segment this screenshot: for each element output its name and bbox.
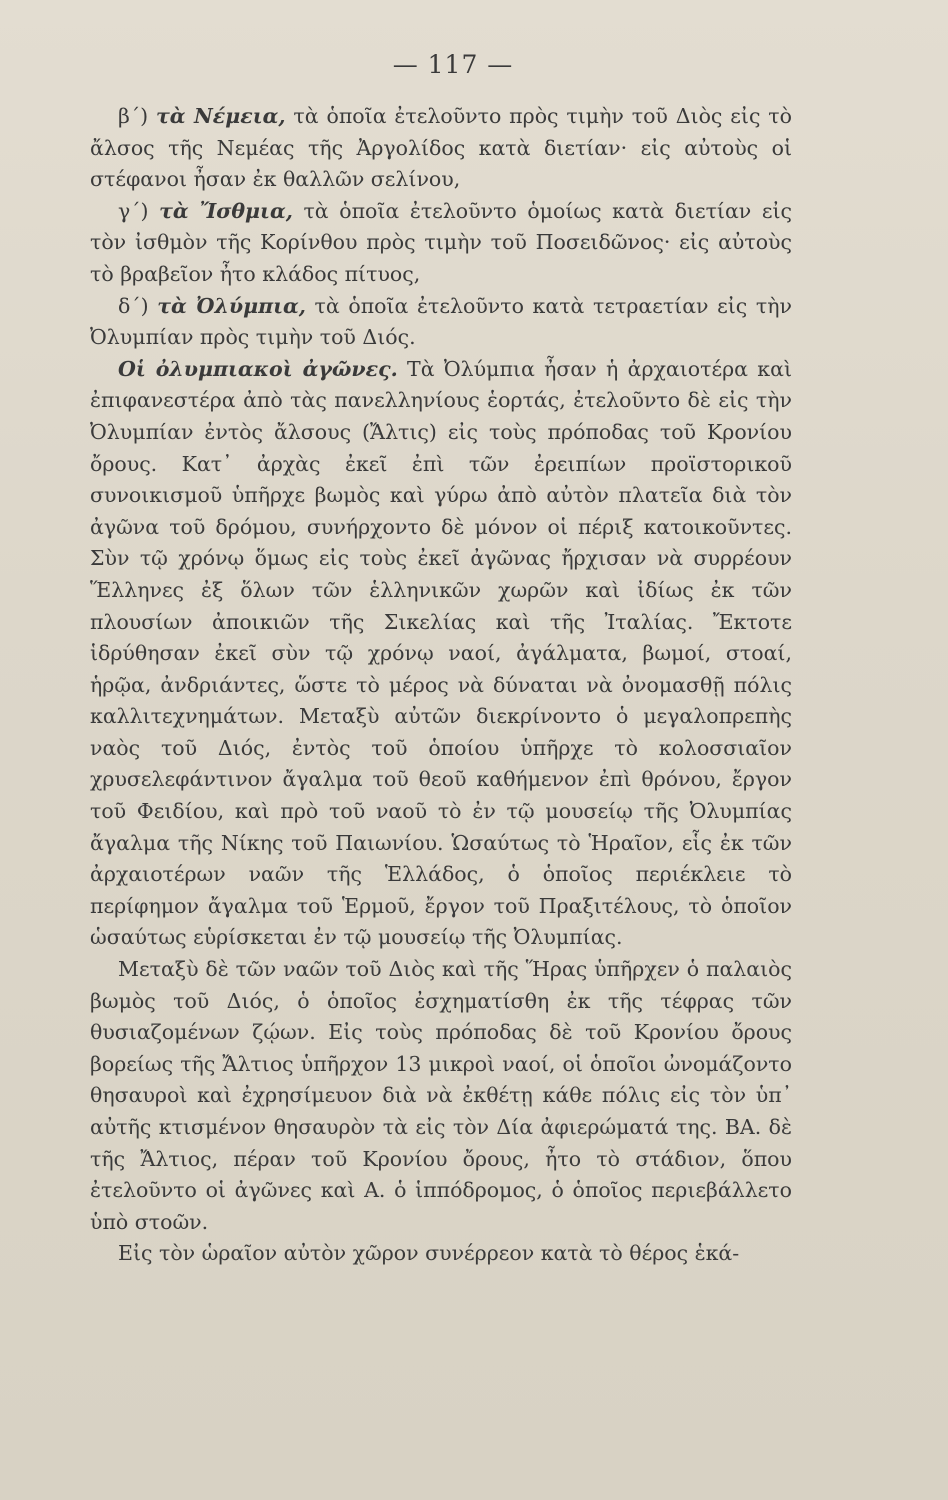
paragraph-text: Τὰ Ὀλύμπια ἦσαν ἡ ἀρχαιοτέρα καὶ ἐπιφανεστέρα ἀπὸ τὰς πανελληνίους ἑορτάς, ἐτελοῦντο δὲ εἰς τὴν Ὀλυμπίαν ἐντὸς ἄλσους (Ἄλτις) εἰς τοὺς πρόποδας τοῦ Κρονίου ὄρους. Κατ᾿ ἀρχὰς ἐκεῖ ἐπὶ τῶν ἐρειπίων προϊστορικοῦ συνοικισμοῦ ὑπῆρχε βωμὸς καὶ γύρω ἀπὸ αὐτὸν πλατεῖα διὰ τὸν ἀγῶνα τοῦ δρόμου, συνήρχοντο δὲ μόνον οἱ πέριξ κατοικοῦντες. Σὺν τῷ χρόνῳ ὅμως εἰς τοὺς ἐκεῖ ἀγῶνας ἤρχισαν νὰ συρρέουν Ἕλληνες ἐξ ὅλων τῶν ἑλληνικῶν χωρῶν καὶ ἰδίως ἐκ τῶν πλουσίων ἀποικιῶν τῆς Σικελίας καὶ τῆς Ἰταλίας. Ἔκτοτε ἱδρύθησαν ἐκεῖ σὺν τῷ χρόνῳ ναοί, ἀγάλματα, βωμοί, στοαί, ἡρῷα, ἀνδριάντες, ὥστε τὸ μέρος νὰ δύναται νὰ ὀνομασθῇ πόλις καλλιτεχνημάτων. Μεταξὺ αὐτῶν διεκρίνοντο ὁ μεγαλοπρεπὴς ναὸς τοῦ Διός, ἐντὸς τοῦ ὁποίου ὑπῆρχε τὸ κολοσσιαῖον χρυσελεφάντινον ἄγαλμα τοῦ θεοῦ καθήμενον ἐπὶ θρόνου, ἔργον τοῦ Φειδίου, καὶ πρὸ τοῦ ναοῦ τὸ ἐν τῷ μουσείῳ τῆς Ὀλυμπίας ἄγαλμα τῆς Νίκης τοῦ Παιωνίου. Ὡσαύτως τὸ Ἡραῖον, εἷς ἐκ τῶν ἀρχαιοτέρων ναῶν τῆς Ἑλλάδος, ὁ ὁποῖος περιέκλειε τὸ περίφημον ἄγαλμα τοῦ Ἑρμοῦ, ἔργον τοῦ Πραξιτέλους, τὸ ὁποῖον ὡσαύτως εὑρίσκεται ἐν τῷ μουσείῳ τῆς Ὀλυμπίας. [90,356,792,950]
paragraph-nemea [90,101,792,196]
paragraph-text: τὰ ὁποῖα ἐτελοῦντο κατὰ τετραετίαν εἰς τὴν Ὀλυμπίαν πρὸς τιμὴν τοῦ Διός. [90,293,792,350]
page-number: — 117 — [392,50,514,79]
emphasized-term: τὰ Ἴσθμια, [159,198,293,223]
emphasized-term: τὰ Ὀλύμπια, [157,293,306,318]
paragraph-text: τὰ ὁποῖα ἐτελοῦντο πρὸς τιμὴν τοῦ Διὸς εἰς τὸ ἄλσος τῆς Νεμέας τῆς Ἀργολίδος κατὰ διετίαν· εἰς αὐτοὺς οἱ στέφανοι ἦσαν ἐκ θαλλῶν σελίνου, [90,104,792,192]
paragraph-altar [90,954,792,1238]
paragraph-isthmia [90,196,792,291]
list-marker: β΄) [118,104,149,128]
paragraph-text: τὰ ὁποῖα ἐτελοῦντο ὁμοίως κατὰ διετίαν εἰς τὸν ἰσθμὸν τῆς Κορίνθου πρὸς τιμὴν τοῦ Ποσειδῶνος· εἰς αὐτοὺς τὸ βραβεῖον ἦτο κλάδος πίτυος, [90,198,792,286]
paragraph-olympia [90,291,792,354]
paragraph-olympic-games [90,354,792,954]
section-heading: Οἱ ὀλυμπιακοὶ ἀγῶνες. [118,356,398,381]
paragraph-text: Μεταξὺ δὲ τῶν ναῶν τοῦ Διὸς καὶ τῆς Ἥρας ὑπῆρχεν ὁ παλαιὸς βωμὸς τοῦ Διός, ὁ ὁποῖος ἐσχηματίσθη ἐκ τῆς τέφρας τῶν θυσιαζομένων ζῴων. Εἰς τοὺς πρόποδας δὲ τοῦ Κρονίου ὄρους βορείως τῆς Ἄλτιος ὑπῆρχον 13 μικροὶ ναοί, οἱ ὁποῖοι ὠνομάζοντο θησαυροὶ καὶ ἐχρησίμευον διὰ νὰ ἐκθέτῃ κάθε πόλις εἰς τὸν ὑπ᾿ αὐτῆς κτισμένον θησαυρὸν τὰ εἰς τὸν Δία ἀφιερώματά της. ΒΑ. δὲ τῆς Ἄλτιος, πέραν τοῦ Κρονίου ὄρους, ἦτο τὸ στάδιον, ὅπου ἐτελοῦντο οἱ ἀγῶνες καὶ Α. ὁ ἱππόδρομος, ὁ ὁποῖος περιεβάλλετο ὑπὸ στοῶν. [90,957,792,1234]
emphasized-term: τὰ Νέμεια, [155,104,286,128]
list-marker: δ΄) [118,293,149,318]
paragraph-summer [90,1238,792,1270]
paragraph-text: Εἰς τὸν ὡραῖον αὐτὸν χῶρον συνέρρεον κατὰ τὸ θέρος ἑκά- [118,1241,740,1266]
list-marker: γ΄) [118,198,149,223]
